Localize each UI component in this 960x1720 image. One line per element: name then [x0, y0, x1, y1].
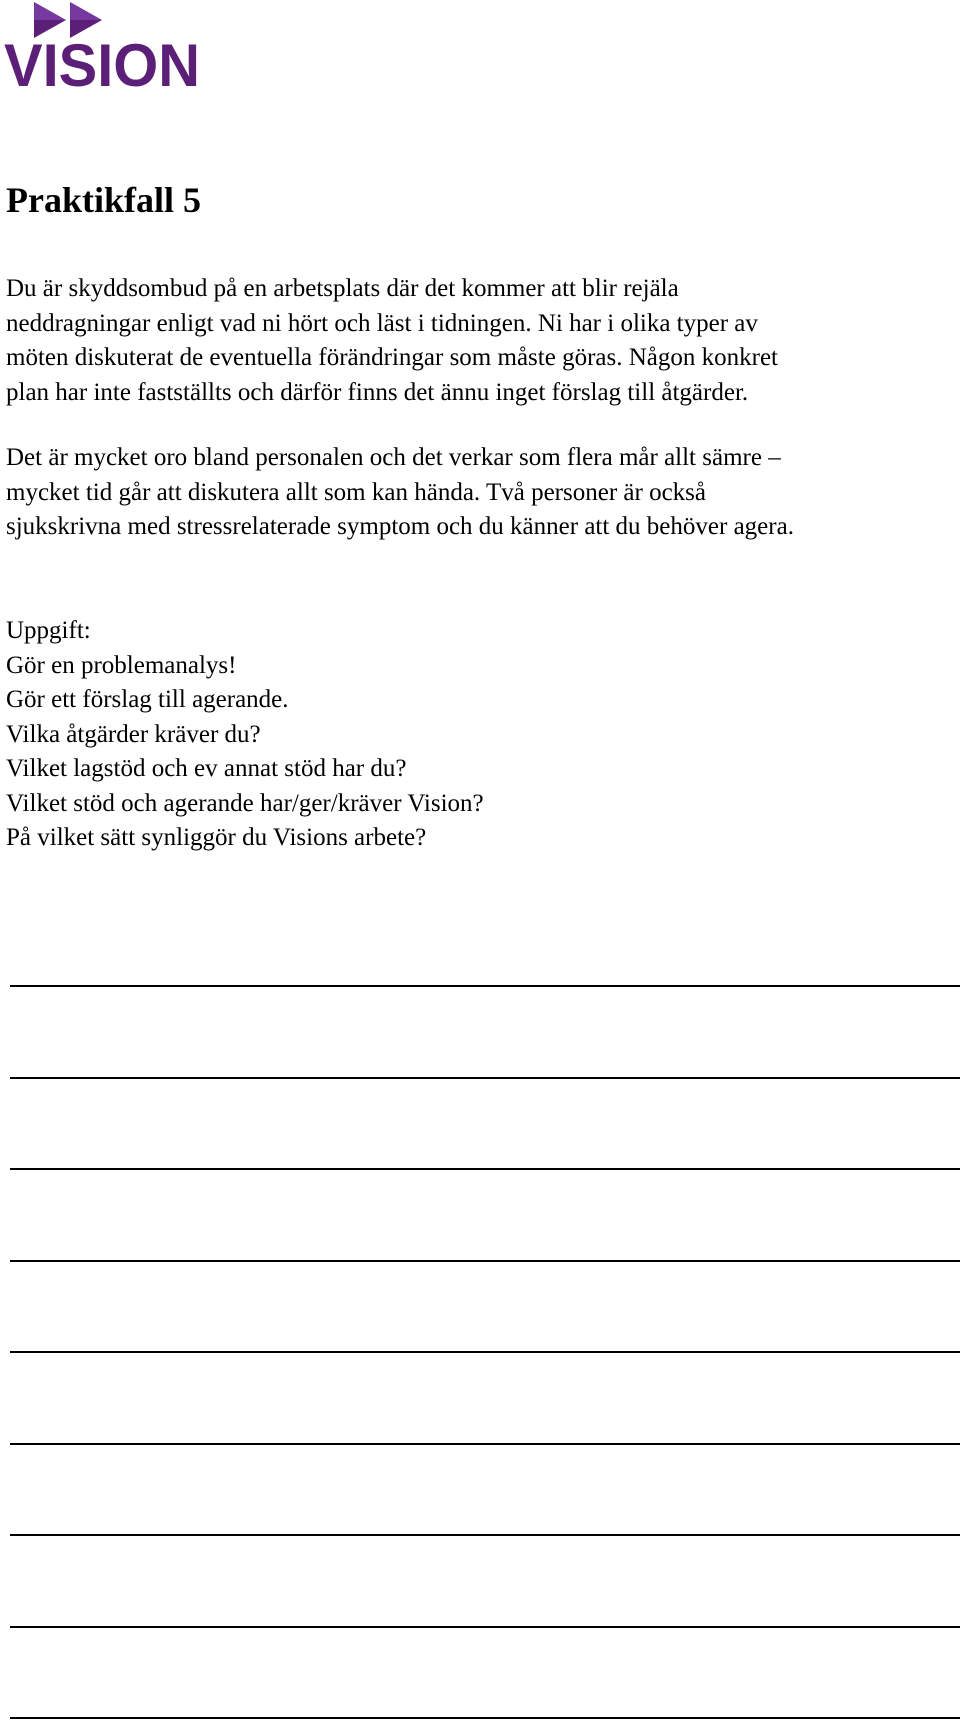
task-item: Vilka åtgärder kräver du? [6, 720, 261, 748]
paragraph-line: neddragningar enligt vad ni hört och läst i tidningen. Ni har i olika typer av [6, 309, 758, 337]
answer-line [10, 1168, 960, 1170]
paragraph-line: Det är mycket oro bland personalen och det verkar som flera mår allt sämre – [6, 444, 781, 471]
task-heading: Uppgift: [6, 617, 91, 644]
paragraph-line: plan har inte fastställts och därför finns det ännu inget förslag till åtgärder. [6, 378, 749, 406]
task-item: Gör ett förslag till agerande. [6, 686, 289, 713]
answer-line [10, 1626, 960, 1628]
task-item: På vilket sätt synliggör du Visions arbete? [6, 824, 427, 851]
answer-line [10, 1077, 960, 1079]
task-item: Vilket stöd och agerande har/ger/kräver Vision? [6, 789, 484, 817]
paragraph-line: sjukskrivna med stressrelaterade symptom och du känner att du behöver agera. [6, 513, 794, 540]
answer-line [10, 1260, 960, 1262]
paragraph-line: mycket tid går att diskutera allt som kan hända. Två personer är också [6, 478, 706, 506]
paragraph-line: möten diskuterat de eventuella förändringar som måste göras. Någon konkret [6, 344, 778, 371]
logo-wordmark: VISION [4, 32, 200, 88]
answer-lines [6, 0, 960, 1720]
page-title: Praktikfall 5 [6, 180, 201, 220]
answer-line [10, 985, 960, 987]
task-item: Vilket lagstöd och ev annat stöd har du? [6, 755, 407, 782]
paragraph-line: Du är skyddsombud på en arbetsplats där det kommer att blir rejäla [6, 275, 679, 302]
task-item: Gör en problemanalys! [6, 651, 237, 679]
answer-line [10, 1351, 960, 1353]
answer-line [10, 1443, 960, 1445]
answer-line [10, 1717, 960, 1719]
answer-line [10, 1534, 960, 1536]
